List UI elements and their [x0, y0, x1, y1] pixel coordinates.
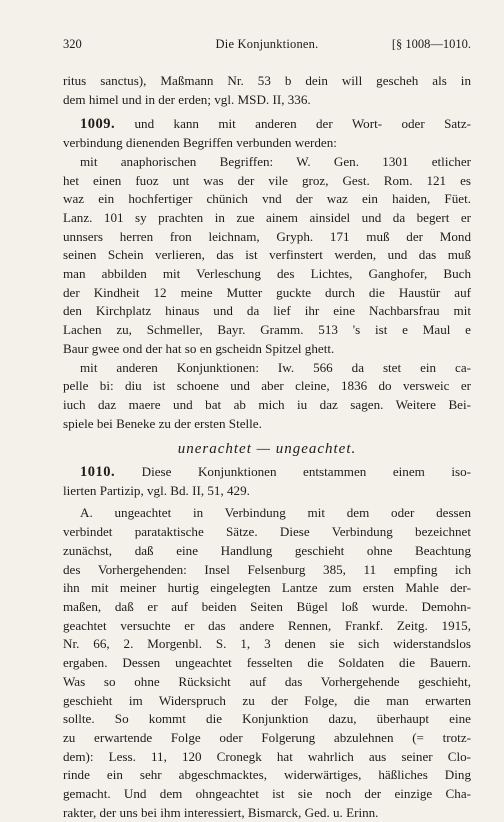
text-line: mit anaphorischen Begriffen: W. Gen. 1301 etlicher: [80, 153, 471, 169]
section-number: 1009.: [80, 116, 116, 133]
text-line: zunächst, daß eine Handlung geschieht ohne Beachtung: [63, 542, 471, 558]
text-line: lierten Partizip, vgl. Bd. II, 51, 429.: [63, 482, 250, 498]
text-line: rakter, der uns bei ihm interessiert, Bismarck, Ged. u. Erinn.: [63, 804, 379, 820]
text-line: ergaben. Dessen ungeachtet fesselten die Soldaten die Bauern.: [63, 655, 471, 671]
text-line: Baur gwee ond der hat so en gscheidn Spitzel ghett.: [63, 340, 335, 356]
text-line: spiele bei Beneke zu der ersten Stelle.: [63, 415, 262, 431]
page-number: 320: [63, 37, 82, 51]
text-line: Lanz. 101 sy prachten in zue ainem ainsidel und da begert er: [63, 209, 471, 225]
text-line: seinen Schein verlieren, das ist verfinstert werden, und das muß: [63, 247, 471, 263]
section-1010-first-line: 1010. Diese Konjunktionen entstammen einem iso-: [80, 464, 471, 481]
text-line: den Kirchplatz hinaus und da lief ihr eine Nachbarsfrau mit: [63, 303, 471, 319]
text-line: maßen, daß er auf beiden Seiten Bügel loß wurde. Demohn-: [63, 598, 471, 614]
page-header: [63, 37, 471, 55]
text-line: mit anderen Konjunktionen: Iw. 566 da stet ein ca-: [80, 359, 471, 375]
text-line: geschieht im Widerspruch zu der Folge, die man erwarten: [63, 692, 471, 708]
section-range: [§ 1008—1010.: [391, 37, 471, 51]
text-line: Nr. 66, 2. Morgenbl. S. 1, 3 denen sie sich widerstandslos: [63, 636, 471, 652]
text-line: ihn mit meiner hurtig eingelegten Lantze zum ersten Mahle der-: [63, 580, 471, 596]
text-line: man abbilden mit Verleschung des Lichtes, Ganghofer, Buch: [63, 266, 471, 282]
text-line: A. ungeachtet in Verbindung mit dem oder dessen: [80, 505, 471, 521]
text-line: iuch daz maere und bat ab mich iu daz sagen. Weitere Bei-: [63, 396, 471, 412]
text-line: Lachen zu, Schmeller, Bayr. Gramm. 513 's ist e Maul e: [63, 322, 471, 338]
text-line: dem): Less. 11, 120 Cronegk hat wahrlich aus seiner Clo-: [63, 748, 471, 764]
text-line: waz ein hochfertiger chünich vnd der waz ein haiden, Füet.: [63, 191, 471, 207]
text-line: sollte. So kommt die Konjunktion dazu, überhaupt eine: [63, 711, 471, 727]
text-line: der Kindheit 12 meine Mutter guckte durch die Haustür auf: [63, 284, 471, 300]
section-number: 1010.: [80, 464, 116, 481]
body-text: [63, 72, 471, 822]
text-line: ritus sanctus), Maßmann Nr. 53 b dein will gescheh als in: [63, 73, 471, 88]
text-line: pelle bi: diu ist schoene und aber cleine, 1836 do versweic er: [63, 378, 471, 394]
text-line: geachtet versuchte er das andere Rennen, Frankf. Zeitg. 1915,: [63, 617, 471, 633]
text-line: gemacht. Und dem ohngeachtet ist sie noch der einzige Cha-: [63, 786, 471, 802]
text-line: des Vorhergehenden: Insel Felsenburg 385, 11 empfing ich: [63, 561, 471, 577]
text-line: dem himel und in der erden; vgl. MSD. II, 336.: [63, 91, 311, 107]
section-1009-first-line: 1009. und kann mit anderen der Wort- oder Satz-: [80, 116, 471, 133]
text-line: verbindet parataktische Sätze. Diese Verbindung bezeichnet: [63, 524, 471, 540]
text-line: verbindung dienenden Begriffen verbunden werden:: [63, 135, 337, 151]
text-line: unnsers herren fron leichnam, Gryph. 171 muß der Mond: [63, 228, 471, 244]
text-line: Was so ohne Rücksicht auf das Vorhergehende geschieht,: [63, 673, 471, 689]
text-line: rinde ein sehr abgeschmacktes, widerwärtiges, häßliches Ding: [63, 767, 471, 783]
text-line: zu erwartende Folge oder Folgerung abzulehnen (= trotz-: [63, 729, 471, 745]
running-title: Die Konjunktionen.: [215, 37, 319, 51]
section-heading: unerachtet — ungeachtet.: [177, 441, 357, 458]
text-line: het einen fuoz unt was der vile groz, Gest. Rom. 121 es: [63, 172, 471, 188]
